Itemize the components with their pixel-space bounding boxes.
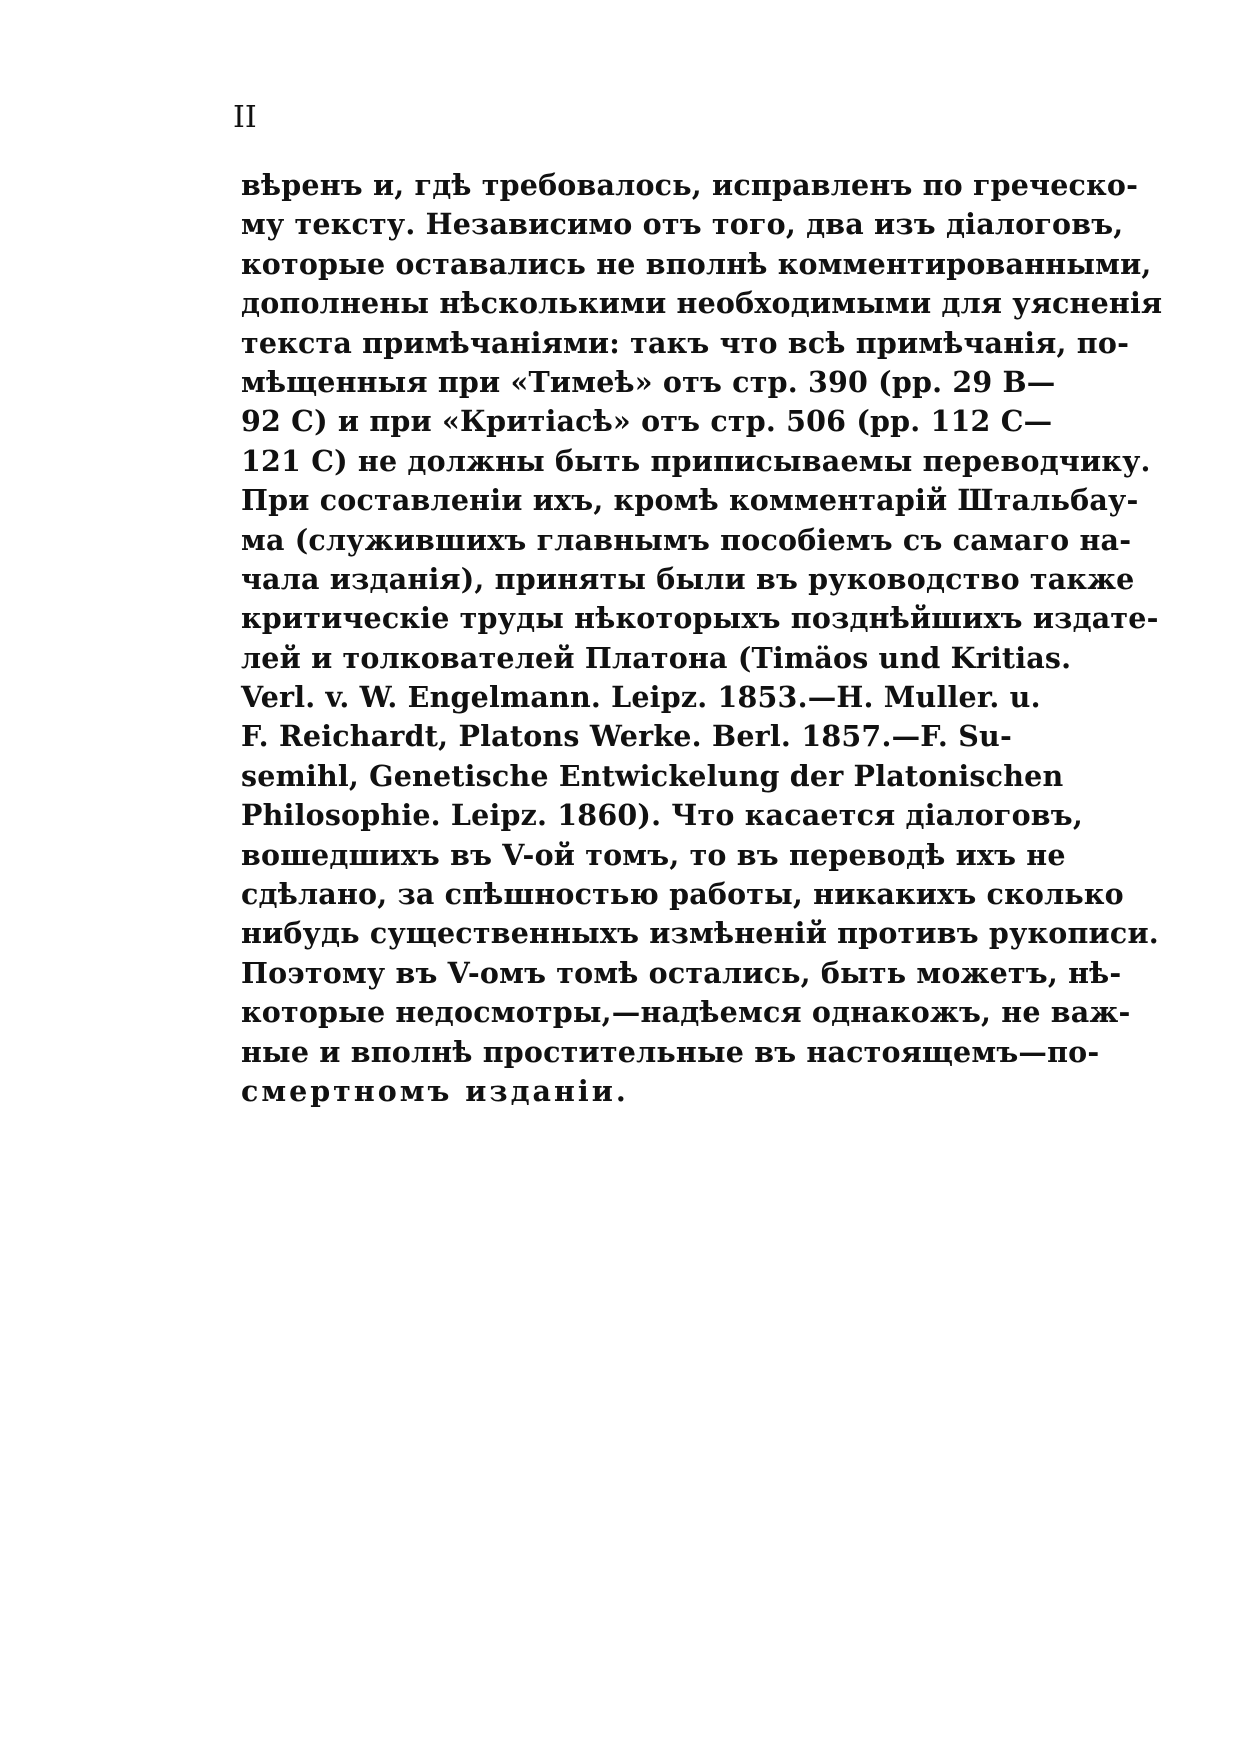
text-line: сдѣлано, за спѣшностью работы, никакихъ сколько [241,877,1124,912]
text-line: При составленіи ихъ, кромѣ комментарій Штальбау- [241,483,1139,518]
text-line: дополнены нѣсколькими необходимыми для уясненія [241,286,1163,321]
text-line: Verl. v. W. Engelmann. Leipz. 1853.—H. Muller. u. [241,680,1041,715]
text-line: Philosophie. Leipz. 1860). Что касается діалоговъ, [241,798,1083,833]
text-line: смертномъ изданіи. [241,1073,629,1108]
text-line: 121 C) не должны быть приписываемы переводчику. [241,443,1151,478]
text-line: ма (служившихъ главнымъ пособіемъ съ самаго на- [241,522,1132,557]
page-number: II [233,100,257,135]
text-line: которые оставались не вполнѣ комментированными, [241,246,1152,281]
text-line: му тексту. Независимо отъ того, два изъ діалоговъ, [241,207,1124,242]
text-line: текста примѣчаніями: такъ что всѣ примѣчанія, по- [241,325,1130,360]
text-line: 92 C) и при «Критіасѣ» отъ стр. 506 (pp. 112 C— [241,404,1053,439]
text-line: Поэтому въ V-омъ томѣ остались, быть можетъ, нѣ- [241,955,1122,990]
text-line: F. Reichardt, Platons Werke. Berl. 1857.—F. Su- [241,719,1012,754]
text-line: которые недосмотры,—надѣемся однакожъ, не важ- [241,995,1131,1030]
text-line: ные и вполнѣ простительные въ настоящемъ—по- [241,1034,1100,1069]
body-text [241,166,1163,1111]
text-line: вѣренъ и, гдѣ требовалось, исправленъ по греческо- [241,168,1139,202]
text-line: чала изданія), приняты были въ руководство также [241,561,1135,596]
text-line: мѣщенныя при «Тимеѣ» отъ стр. 390 (pp. 29 B— [241,364,1056,399]
text-line: критическіе труды нѣкоторыхъ позднѣйшихъ издате- [241,601,1159,636]
text-line: semihl, Genetische Entwickelung der Platonischen [241,758,1064,793]
text-line: вошедшихъ въ V-ой томъ, то въ переводѣ ихъ не [241,837,1066,872]
text-line: лей и толкователей Платона (Timäos und Kritias. [241,640,1072,675]
text-line: нибудь существенныхъ измѣненій противъ рукописи. [241,916,1159,951]
